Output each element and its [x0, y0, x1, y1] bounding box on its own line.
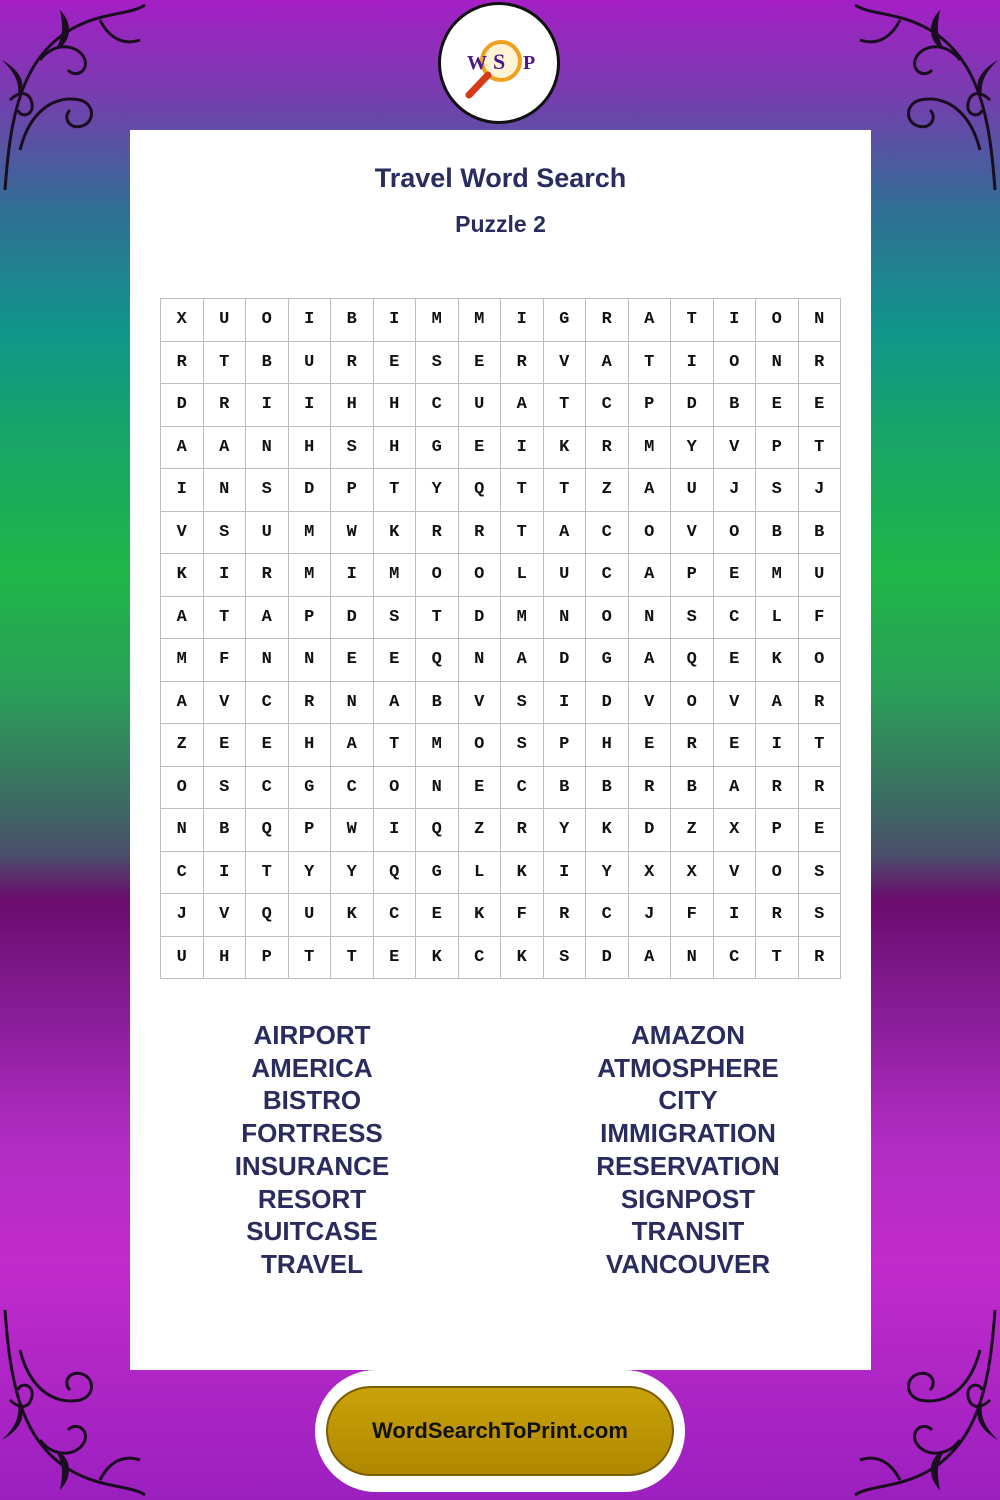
grid-cell[interactable]: Q: [416, 809, 459, 852]
grid-cell[interactable]: O: [714, 342, 757, 385]
grid-cell[interactable]: E: [459, 342, 502, 385]
grid-cell[interactable]: P: [671, 554, 714, 597]
grid-cell[interactable]: O: [374, 767, 417, 810]
grid-cell[interactable]: D: [544, 639, 587, 682]
grid-cell[interactable]: P: [246, 937, 289, 980]
grid-cell[interactable]: H: [289, 427, 332, 470]
grid-cell[interactable]: B: [544, 767, 587, 810]
grid-cell[interactable]: O: [629, 512, 672, 555]
grid-cell[interactable]: Q: [246, 894, 289, 937]
grid-cell[interactable]: R: [161, 342, 204, 385]
grid-cell[interactable]: M: [289, 512, 332, 555]
grid-cell[interactable]: X: [629, 852, 672, 895]
grid-cell[interactable]: M: [756, 554, 799, 597]
grid-cell[interactable]: A: [629, 469, 672, 512]
grid-cell[interactable]: L: [459, 852, 502, 895]
grid-cell[interactable]: P: [289, 809, 332, 852]
word-item: RESERVATION: [596, 1150, 780, 1181]
grid-cell[interactable]: O: [799, 639, 842, 682]
grid-cell[interactable]: V: [714, 852, 757, 895]
grid-cell[interactable]: E: [204, 724, 247, 767]
grid-cell[interactable]: C: [374, 894, 417, 937]
grid-cell[interactable]: H: [331, 384, 374, 427]
grid-cell[interactable]: R: [799, 767, 842, 810]
word-item: IMMIGRATION: [600, 1118, 776, 1149]
grid-cell[interactable]: G: [586, 639, 629, 682]
grid-cell[interactable]: M: [289, 554, 332, 597]
grid-cell[interactable]: S: [204, 512, 247, 555]
grid-cell[interactable]: G: [416, 852, 459, 895]
word-item: TRAVEL: [260, 1248, 364, 1279]
grid-cell[interactable]: O: [756, 299, 799, 342]
grid-cell[interactable]: A: [629, 554, 672, 597]
grid-cell[interactable]: C: [501, 767, 544, 810]
grid-cell[interactable]: E: [374, 342, 417, 385]
grid-cell[interactable]: S: [331, 427, 374, 470]
grid-cell[interactable]: R: [331, 342, 374, 385]
grid-cell[interactable]: M: [416, 724, 459, 767]
grid-cell[interactable]: F: [671, 894, 714, 937]
word-item: BISTRO: [262, 1085, 362, 1116]
grid-cell[interactable]: O: [416, 554, 459, 597]
grid-cell[interactable]: J: [714, 469, 757, 512]
grid-cell[interactable]: V: [204, 894, 247, 937]
grid-cell[interactable]: I: [714, 299, 757, 342]
grid-cell[interactable]: E: [459, 427, 502, 470]
grid-cell[interactable]: A: [629, 299, 672, 342]
grid-cell[interactable]: L: [501, 554, 544, 597]
grid-cell[interactable]: C: [246, 767, 289, 810]
word-item: AMAZON: [630, 1020, 746, 1050]
word-item: RESORT: [257, 1183, 367, 1214]
grid-cell[interactable]: N: [799, 299, 842, 342]
ornament-icon: [850, 0, 1000, 200]
grid-cell[interactable]: N: [629, 597, 672, 640]
grid-cell[interactable]: K: [161, 554, 204, 597]
word-item: SIGNPOST: [620, 1183, 756, 1214]
grid-cell[interactable]: U: [161, 937, 204, 980]
word-item: VANCOUVER: [605, 1248, 771, 1279]
grid-cell[interactable]: Y: [416, 469, 459, 512]
grid-cell[interactable]: H: [289, 724, 332, 767]
grid-cell[interactable]: E: [756, 384, 799, 427]
grid-cell[interactable]: X: [671, 852, 714, 895]
grid-cell[interactable]: N: [544, 597, 587, 640]
footer-badge: [315, 1370, 685, 1492]
grid-cell[interactable]: U: [289, 342, 332, 385]
grid-cell[interactable]: B: [246, 342, 289, 385]
grid-cell[interactable]: T: [246, 852, 289, 895]
grid-cell[interactable]: A: [629, 937, 672, 980]
grid-cell[interactable]: Z: [459, 809, 502, 852]
grid-cell[interactable]: R: [756, 767, 799, 810]
grid-cell[interactable]: R: [756, 894, 799, 937]
grid-cell[interactable]: E: [714, 639, 757, 682]
grid-cell[interactable]: N: [459, 639, 502, 682]
grid-cell[interactable]: I: [374, 809, 417, 852]
grid-cell[interactable]: M: [161, 639, 204, 682]
grid-cell[interactable]: N: [416, 767, 459, 810]
grid-cell[interactable]: T: [501, 512, 544, 555]
grid-cell[interactable]: R: [799, 682, 842, 725]
grid-cell[interactable]: G: [289, 767, 332, 810]
grid-cell[interactable]: V: [459, 682, 502, 725]
grid-cell[interactable]: R: [544, 894, 587, 937]
grid-cell[interactable]: N: [289, 639, 332, 682]
grid-cell[interactable]: K: [416, 937, 459, 980]
grid-cell[interactable]: R: [246, 554, 289, 597]
grid-cell[interactable]: O: [714, 512, 757, 555]
grid-cell[interactable]: U: [204, 299, 247, 342]
grid-cell[interactable]: M: [416, 299, 459, 342]
grid-cell[interactable]: S: [501, 682, 544, 725]
word-item: FORTRESS: [241, 1118, 383, 1149]
grid-cell[interactable]: C: [586, 894, 629, 937]
grid-cell[interactable]: H: [374, 427, 417, 470]
grid-cell[interactable]: N: [246, 427, 289, 470]
logo-letter-p: P: [523, 52, 536, 74]
grid-cell[interactable]: O: [586, 597, 629, 640]
grid-cell[interactable]: H: [204, 937, 247, 980]
grid-cell[interactable]: U: [459, 384, 502, 427]
grid-cell[interactable]: C: [161, 852, 204, 895]
grid-cell[interactable]: I: [501, 299, 544, 342]
grid-cell[interactable]: B: [756, 512, 799, 555]
grid-cell[interactable]: B: [416, 682, 459, 725]
ornament-icon: [850, 1300, 1000, 1500]
grid-cell[interactable]: N: [246, 639, 289, 682]
grid-cell[interactable]: I: [161, 469, 204, 512]
grid-cell[interactable]: Y: [289, 852, 332, 895]
grid-cell[interactable]: A: [586, 342, 629, 385]
grid-cell[interactable]: I: [289, 299, 332, 342]
grid-cell[interactable]: S: [501, 724, 544, 767]
grid-cell[interactable]: W: [331, 809, 374, 852]
grid-cell[interactable]: P: [629, 384, 672, 427]
grid-cell[interactable]: R: [629, 767, 672, 810]
grid-cell[interactable]: R: [671, 724, 714, 767]
grid-cell[interactable]: S: [204, 767, 247, 810]
grid-cell[interactable]: C: [586, 512, 629, 555]
grid-cell[interactable]: M: [374, 554, 417, 597]
ornament-icon: [0, 1300, 150, 1500]
grid-cell[interactable]: Z: [161, 724, 204, 767]
grid-cell[interactable]: E: [374, 937, 417, 980]
grid-cell[interactable]: U: [671, 469, 714, 512]
grid-cell[interactable]: B: [331, 299, 374, 342]
word-item: AIRPORT: [253, 1020, 371, 1050]
grid-cell[interactable]: O: [671, 682, 714, 725]
grid-cell[interactable]: K: [501, 937, 544, 980]
grid-cell[interactable]: K: [459, 894, 502, 937]
grid-cell[interactable]: D: [586, 682, 629, 725]
grid-cell[interactable]: V: [161, 512, 204, 555]
grid-cell[interactable]: X: [161, 299, 204, 342]
grid-cell[interactable]: S: [799, 894, 842, 937]
grid-cell[interactable]: V: [671, 512, 714, 555]
grid-cell[interactable]: C: [714, 937, 757, 980]
grid-cell[interactable]: T: [416, 597, 459, 640]
grid-cell[interactable]: T: [544, 469, 587, 512]
ornament-top-right: [850, 0, 1000, 200]
grid-cell[interactable]: Q: [459, 469, 502, 512]
grid-cell[interactable]: P: [544, 724, 587, 767]
grid-cell[interactable]: E: [246, 724, 289, 767]
grid-cell[interactable]: M: [501, 597, 544, 640]
word-list-right: [558, 1019, 818, 1281]
grid-cell[interactable]: B: [671, 767, 714, 810]
grid-cell[interactable]: A: [161, 597, 204, 640]
grid-cell[interactable]: I: [331, 554, 374, 597]
grid-cell[interactable]: N: [204, 469, 247, 512]
grid-cell[interactable]: U: [544, 554, 587, 597]
word-item: CITY: [658, 1085, 718, 1116]
grid-cell[interactable]: H: [586, 724, 629, 767]
grid-cell[interactable]: Q: [671, 639, 714, 682]
grid-cell[interactable]: T: [204, 342, 247, 385]
grid-cell[interactable]: C: [714, 597, 757, 640]
grid-cell[interactable]: E: [459, 767, 502, 810]
grid-cell[interactable]: P: [289, 597, 332, 640]
puzzle-card: [130, 130, 871, 1370]
grid-cell[interactable]: N: [756, 342, 799, 385]
grid-cell[interactable]: R: [586, 299, 629, 342]
grid-cell[interactable]: E: [416, 894, 459, 937]
grid-cell[interactable]: K: [331, 894, 374, 937]
grid-cell[interactable]: O: [756, 852, 799, 895]
grid-cell[interactable]: A: [501, 639, 544, 682]
grid-cell[interactable]: I: [204, 852, 247, 895]
grid-cell[interactable]: E: [629, 724, 672, 767]
ornament-bottom-left: [0, 1300, 150, 1500]
grid-cell[interactable]: Y: [331, 852, 374, 895]
grid-cell[interactable]: I: [501, 427, 544, 470]
grid-cell[interactable]: T: [331, 937, 374, 980]
grid-cell[interactable]: S: [374, 597, 417, 640]
grid-cell[interactable]: D: [629, 809, 672, 852]
grid-cell[interactable]: I: [374, 299, 417, 342]
grid-cell[interactable]: B: [799, 512, 842, 555]
grid-cell[interactable]: T: [374, 469, 417, 512]
word-item: SUITCASE: [246, 1216, 378, 1247]
grid-cell[interactable]: E: [799, 384, 842, 427]
grid-cell[interactable]: I: [544, 682, 587, 725]
grid-cell[interactable]: U: [799, 554, 842, 597]
grid-cell[interactable]: S: [544, 937, 587, 980]
grid-cell[interactable]: E: [714, 724, 757, 767]
grid-cell[interactable]: Z: [586, 469, 629, 512]
word-item: AMERICA: [251, 1052, 373, 1083]
grid-cell[interactable]: M: [629, 427, 672, 470]
grid-cell[interactable]: C: [246, 682, 289, 725]
grid-cell[interactable]: X: [714, 809, 757, 852]
word-list-left: [182, 1019, 442, 1281]
logo-letter-s: S: [493, 49, 506, 74]
grid-cell[interactable]: K: [586, 809, 629, 852]
grid-cell[interactable]: K: [501, 852, 544, 895]
grid-cell[interactable]: R: [204, 384, 247, 427]
grid-cell[interactable]: T: [501, 469, 544, 512]
grid-cell[interactable]: A: [756, 682, 799, 725]
grid-cell[interactable]: U: [289, 894, 332, 937]
grid-cell[interactable]: D: [289, 469, 332, 512]
grid-cell[interactable]: R: [459, 512, 502, 555]
grid-cell[interactable]: G: [416, 427, 459, 470]
grid-cell[interactable]: O: [459, 554, 502, 597]
grid-cell[interactable]: E: [331, 639, 374, 682]
grid-cell[interactable]: A: [204, 427, 247, 470]
grid-cell[interactable]: S: [799, 852, 842, 895]
grid-cell[interactable]: I: [544, 852, 587, 895]
grid-cell[interactable]: A: [714, 767, 757, 810]
grid-cell[interactable]: T: [799, 427, 842, 470]
grid-cell[interactable]: B: [714, 384, 757, 427]
grid-cell[interactable]: Q: [416, 639, 459, 682]
grid-cell[interactable]: D: [331, 597, 374, 640]
grid-cell[interactable]: T: [204, 597, 247, 640]
grid-cell[interactable]: Q: [246, 809, 289, 852]
grid-cell[interactable]: E: [799, 809, 842, 852]
grid-cell[interactable]: I: [246, 384, 289, 427]
grid-cell[interactable]: S: [416, 342, 459, 385]
grid-cell[interactable]: O: [459, 724, 502, 767]
grid-cell[interactable]: Y: [586, 852, 629, 895]
grid-cell[interactable]: H: [374, 384, 417, 427]
grid-cell[interactable]: C: [331, 767, 374, 810]
grid-cell[interactable]: R: [289, 682, 332, 725]
grid-cell[interactable]: P: [756, 809, 799, 852]
grid-cell[interactable]: L: [756, 597, 799, 640]
grid-cell[interactable]: R: [501, 342, 544, 385]
grid-cell[interactable]: S: [246, 469, 289, 512]
logo-letter-w: W: [467, 52, 487, 74]
grid-cell[interactable]: A: [544, 512, 587, 555]
grid-cell[interactable]: A: [161, 682, 204, 725]
grid-cell[interactable]: D: [459, 597, 502, 640]
grid-cell[interactable]: J: [629, 894, 672, 937]
grid-cell[interactable]: P: [756, 427, 799, 470]
grid-cell[interactable]: V: [204, 682, 247, 725]
grid-cell[interactable]: I: [714, 894, 757, 937]
grid-cell[interactable]: N: [161, 809, 204, 852]
grid-cell[interactable]: Z: [671, 809, 714, 852]
grid-cell[interactable]: A: [246, 597, 289, 640]
grid-cell[interactable]: Y: [671, 427, 714, 470]
grid-cell[interactable]: V: [629, 682, 672, 725]
grid-cell[interactable]: B: [204, 809, 247, 852]
word-item: ATMOSPHERE: [597, 1052, 779, 1083]
grid-cell[interactable]: T: [374, 724, 417, 767]
grid-cell[interactable]: R: [501, 809, 544, 852]
grid-cell[interactable]: D: [671, 384, 714, 427]
grid-cell[interactable]: S: [671, 597, 714, 640]
grid-cell[interactable]: A: [161, 427, 204, 470]
grid-cell[interactable]: E: [714, 554, 757, 597]
grid-cell[interactable]: F: [799, 597, 842, 640]
grid-cell[interactable]: T: [289, 937, 332, 980]
grid-cell[interactable]: E: [374, 639, 417, 682]
grid-cell[interactable]: C: [586, 554, 629, 597]
grid-cell[interactable]: S: [756, 469, 799, 512]
grid-cell[interactable]: Y: [544, 809, 587, 852]
grid-cell[interactable]: O: [161, 767, 204, 810]
grid-cell[interactable]: P: [331, 469, 374, 512]
grid-cell[interactable]: F: [501, 894, 544, 937]
grid-cell[interactable]: F: [204, 639, 247, 682]
grid-cell[interactable]: T: [756, 937, 799, 980]
page-title: Travel Word Search: [374, 163, 627, 193]
grid-cell[interactable]: N: [671, 937, 714, 980]
grid-cell[interactable]: I: [204, 554, 247, 597]
grid-cell[interactable]: T: [671, 299, 714, 342]
grid-cell[interactable]: C: [459, 937, 502, 980]
grid-cell[interactable]: T: [544, 384, 587, 427]
grid-cell[interactable]: T: [799, 724, 842, 767]
grid-cell[interactable]: K: [544, 427, 587, 470]
ornament-top-left: [0, 0, 150, 200]
grid-cell[interactable]: D: [161, 384, 204, 427]
grid-cell[interactable]: K: [374, 512, 417, 555]
grid-cell[interactable]: A: [331, 724, 374, 767]
grid-cell[interactable]: N: [331, 682, 374, 725]
grid-cell[interactable]: J: [161, 894, 204, 937]
site-logo[interactable]: [438, 2, 560, 124]
magnifier-icon: [447, 11, 551, 115]
grid-cell[interactable]: Q: [374, 852, 417, 895]
grid-cell[interactable]: A: [374, 682, 417, 725]
grid-cell[interactable]: D: [586, 937, 629, 980]
grid-cell[interactable]: C: [586, 384, 629, 427]
grid-cell[interactable]: I: [289, 384, 332, 427]
grid-cell[interactable]: R: [416, 512, 459, 555]
grid-cell[interactable]: K: [756, 639, 799, 682]
letter-grid: [160, 298, 841, 979]
word-item: INSURANCE: [234, 1150, 390, 1181]
grid-cell[interactable]: R: [586, 427, 629, 470]
word-item: TRANSIT: [631, 1216, 745, 1247]
grid-cell[interactable]: M: [459, 299, 502, 342]
grid-cell[interactable]: R: [799, 342, 842, 385]
grid-cell[interactable]: W: [331, 512, 374, 555]
website-link[interactable]: WordSearchToPrint.com: [326, 1386, 674, 1476]
grid-cell[interactable]: J: [799, 469, 842, 512]
grid-cell[interactable]: V: [544, 342, 587, 385]
grid-cell[interactable]: I: [671, 342, 714, 385]
grid-cell[interactable]: R: [799, 937, 842, 980]
grid-cell[interactable]: G: [544, 299, 587, 342]
grid-cell[interactable]: U: [246, 512, 289, 555]
grid-cell[interactable]: C: [416, 384, 459, 427]
ornament-icon: [0, 0, 150, 200]
ornament-bottom-right: [850, 1300, 1000, 1500]
grid-cell[interactable]: B: [586, 767, 629, 810]
grid-cell[interactable]: A: [629, 639, 672, 682]
grid-cell[interactable]: I: [756, 724, 799, 767]
grid-cell[interactable]: O: [246, 299, 289, 342]
puzzle-subtitle: Puzzle 2: [455, 211, 546, 237]
grid-cell[interactable]: A: [501, 384, 544, 427]
grid-cell[interactable]: V: [714, 682, 757, 725]
grid-cell[interactable]: V: [714, 427, 757, 470]
grid-cell[interactable]: T: [629, 342, 672, 385]
